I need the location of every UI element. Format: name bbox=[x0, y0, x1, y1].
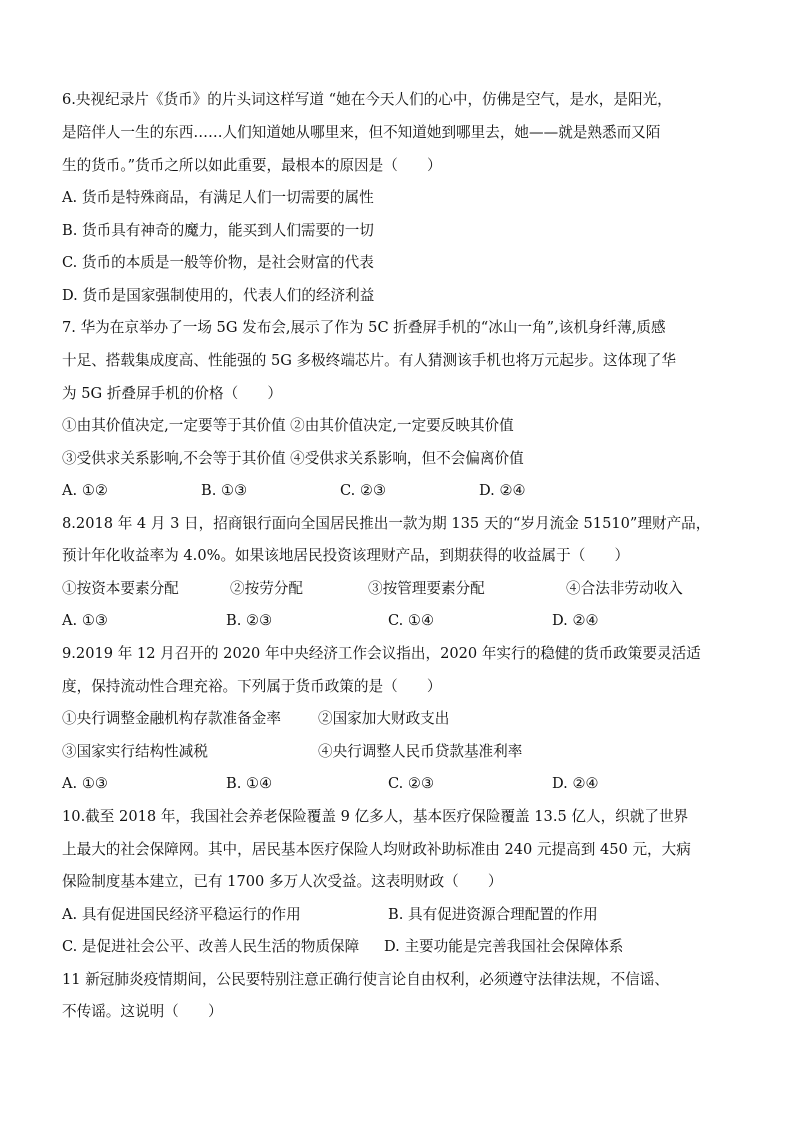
q9-statement-4: ④央行调整人民币贷款基准利率 bbox=[318, 743, 523, 760]
q11-stem-line-1: 11 新冠肺炎疫情期间，公民要特别注意正确行使言论自由权利，必须遵守法律法规，不信谣、 bbox=[62, 971, 669, 988]
q10-stem-line-2: 上最大的社会保障网。其中，居民基本医疗保险人均财政补助标准由 240 元提高到 450 元，大病 bbox=[62, 841, 691, 858]
q7-choice-d: D. ②④ bbox=[479, 482, 526, 499]
q8-statement-1: ①按资本要素分配 bbox=[62, 580, 179, 597]
q9-choice-d: D. ②④ bbox=[552, 775, 599, 792]
q6-option-a: A. 货币是特殊商品，有满足人们一切需要的属性 bbox=[62, 189, 374, 206]
q9-stem-line-2: 度，保持流动性合理充裕。下列属于货币政策的是（ ） bbox=[62, 678, 442, 695]
q8-choices bbox=[62, 611, 742, 631]
q10-stem-line-1: 10.截至 2018 年，我国社会养老保险覆盖 9 亿多人，基本医疗保险覆盖 13.5 亿人，织就了世界 bbox=[62, 808, 689, 825]
q10-option-a: A. 具有促进国民经济平稳运行的作用 bbox=[62, 906, 301, 923]
q8-statement-2: ②按劳分配 bbox=[230, 580, 303, 597]
exam-page bbox=[62, 0, 742, 1123]
q9-choice-a: A. ①③ bbox=[62, 775, 108, 792]
q8-choice-a: A. ①③ bbox=[62, 612, 108, 629]
q9-statement-2: ②国家加大财政支出 bbox=[318, 710, 450, 727]
q7-stem-line-1: 7. 华为在京举办了一场 5G 发布会,展示了作为 5C 折叠屏手机的“冰山一角”,该机身纤薄,质感 bbox=[62, 319, 666, 336]
q7-stem-line-3: 为 5G 折叠屏手机的价格（ ） bbox=[62, 385, 282, 402]
q10-stem-line-3: 保险制度基本建立，已有 1700 多万人次受益。这表明财政（ ） bbox=[62, 873, 503, 890]
q8-statements bbox=[62, 579, 742, 599]
q8-stem-line-2: 预计年化收益率为 4.0%。如果该地居民投资该理财产品，到期获得的收益属于（ ） bbox=[62, 547, 630, 564]
q8-stem-line-1: 8.2018 年 4 月 3 日，招商银行面向全国居民推出一款为期 135 天的“岁月流金 51510”理财产品， bbox=[62, 515, 711, 532]
q9-statements-row-2 bbox=[62, 742, 742, 762]
q9-choices bbox=[62, 774, 742, 794]
q6-stem-line-2: 是陪伴人一生的东西……人们知道她从哪里来，但不知道她到哪里去，她——就是熟悉而又陌 bbox=[62, 124, 661, 141]
q9-statement-3: ③国家实行结构性减税 bbox=[62, 743, 208, 760]
q10-options-row-2 bbox=[62, 937, 742, 957]
q9-choice-c: C. ②③ bbox=[388, 775, 435, 792]
q7-choice-c: C. ②③ bbox=[340, 482, 387, 499]
q6-stem-line-1: 6.央视纪录片《货币》的片头词这样写道 “她在今天人们的心中，仿佛是空气，是水，是阳光， bbox=[62, 91, 672, 108]
q8-choice-b: B. ②③ bbox=[226, 612, 273, 629]
q9-stem-line-1: 9.2019 年 12 月召开的 2020 年中央经济工作会议指出，2020 年实行的稳健的货币政策要灵活适 bbox=[62, 645, 701, 662]
q10-options-row-1 bbox=[62, 905, 742, 925]
q8-choice-c: C. ①④ bbox=[388, 612, 435, 629]
q6-option-c: C. 货币的本质是一般等价物，是社会财富的代表 bbox=[62, 254, 374, 271]
q8-statement-3: ③按管理要素分配 bbox=[368, 580, 485, 597]
q9-choice-b: B. ①④ bbox=[226, 775, 273, 792]
q9-statements-row-1 bbox=[62, 709, 742, 729]
q6-option-b: B. 货币具有神奇的魔力，能买到人们需要的一切 bbox=[62, 222, 374, 239]
q7-statements-line-1: ①由其价值决定,一定要等于其价值 ②由其价值决定,一定要反映其价值 bbox=[62, 417, 514, 434]
q7-choice-b: B. ①③ bbox=[201, 482, 248, 499]
q7-choices bbox=[62, 481, 742, 501]
q6-option-d: D. 货币是国家强制使用的，代表人们的经济利益 bbox=[62, 287, 375, 304]
q10-option-b: B. 具有促进资源合理配置的作用 bbox=[388, 906, 598, 923]
q7-statements-line-2: ③受供求关系影响,不会等于其价值 ④受供求关系影响，但不会偏离价值 bbox=[62, 450, 524, 467]
q11-stem-line-2: 不传谣。这说明（ ） bbox=[62, 1003, 223, 1020]
q8-statement-4: ④合法非劳动收入 bbox=[566, 580, 683, 597]
q10-option-d: D. 主要功能是完善我国社会保障体系 bbox=[384, 938, 624, 955]
q10-option-c: C. 是促进社会公平、改善人民生活的物质保障 bbox=[62, 938, 360, 955]
q7-choice-a: A. ①② bbox=[62, 482, 108, 499]
q8-choice-d: D. ②④ bbox=[552, 612, 599, 629]
q6-stem-line-3: 生的货币。”货币之所以如此重要，最根本的原因是（ ） bbox=[62, 157, 442, 174]
q9-statement-1: ①央行调整金融机构存款准备金率 bbox=[62, 710, 281, 727]
q7-stem-line-2: 十足、搭载集成度高、性能强的 5G 多极终端芯片。有人猜测该手机也将万元起步。这体现了华 bbox=[62, 352, 676, 369]
